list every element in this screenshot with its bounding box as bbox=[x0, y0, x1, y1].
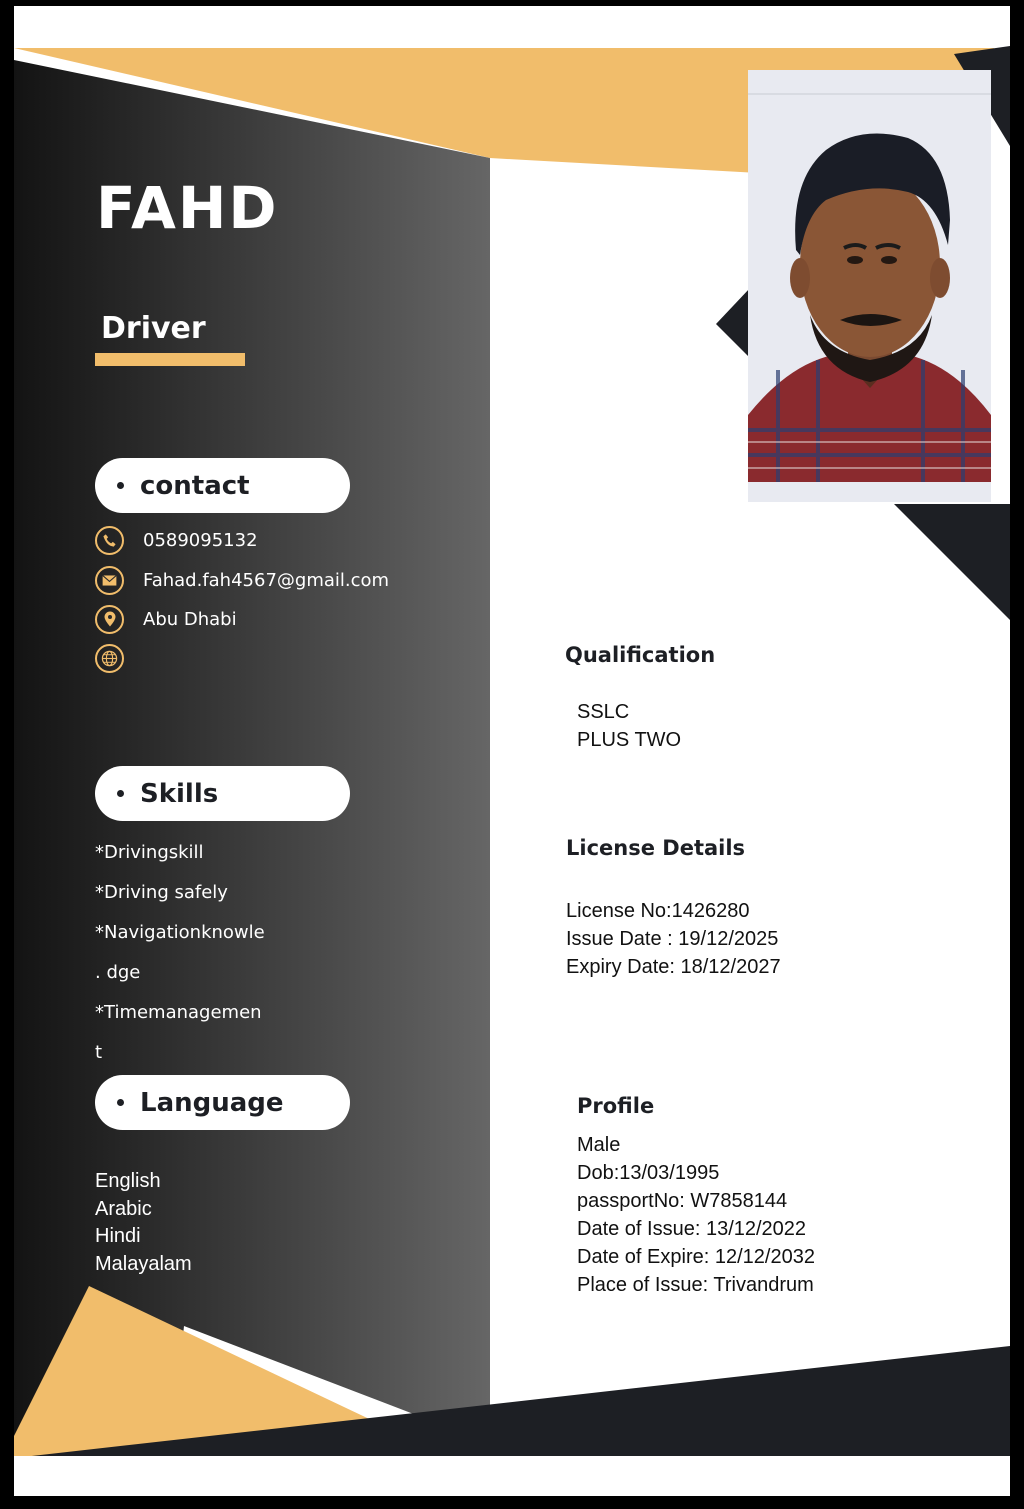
profile-passport-expire: Date of Expire: 12/12/2032 bbox=[577, 1246, 815, 1268]
license-number: License No:1426280 bbox=[566, 900, 750, 922]
contact-email-row bbox=[95, 564, 389, 596]
qualification-list bbox=[577, 698, 681, 754]
person-portrait bbox=[748, 70, 991, 502]
skill-line: t bbox=[95, 1042, 103, 1063]
bottom-white-strip bbox=[14, 1456, 1010, 1496]
language-item: Arabic bbox=[95, 1197, 152, 1220]
contact-location-row bbox=[95, 603, 237, 635]
skill-line: *Driving safely bbox=[95, 882, 228, 903]
qualification-item: SSLC bbox=[577, 701, 630, 723]
profile-gender: Male bbox=[577, 1134, 621, 1156]
language-list bbox=[95, 1168, 192, 1278]
license-issue-date: Issue Date : 19/12/2025 bbox=[566, 928, 779, 950]
mail-icon bbox=[95, 566, 124, 595]
location-text: Abu Dhabi bbox=[143, 608, 237, 630]
license-expiry-date: Expiry Date: 18/12/2027 bbox=[566, 956, 781, 978]
email-address[interactable]: Fahad.fah4567@gmail.com bbox=[143, 569, 390, 591]
profile-heading: Profile bbox=[577, 1094, 655, 1118]
photo-diamond-left bbox=[716, 288, 750, 358]
phone-number: 0589095132 bbox=[143, 529, 258, 551]
title-underline bbox=[95, 353, 245, 366]
license-heading: License Details bbox=[566, 836, 746, 860]
resume-page bbox=[14, 6, 1010, 1496]
qualification-heading: Qualification bbox=[565, 643, 716, 667]
job-title: Driver bbox=[101, 311, 206, 346]
profile-dob: Dob:13/03/1995 bbox=[577, 1162, 720, 1184]
location-icon bbox=[95, 605, 124, 634]
qualification-item: PLUS TWO bbox=[577, 729, 682, 751]
contact-phone-row bbox=[95, 524, 258, 556]
skill-line: *Timemanagemen bbox=[95, 1002, 262, 1023]
profile-passport-issue: Date of Issue: 13/12/2022 bbox=[577, 1218, 807, 1240]
skills-heading-label: Skills bbox=[140, 778, 219, 809]
contact-heading-label: contact bbox=[140, 470, 250, 501]
skills-heading bbox=[95, 766, 350, 821]
contact-website-row bbox=[95, 642, 143, 674]
bullet-dot bbox=[117, 482, 124, 489]
language-item: Malayalam bbox=[95, 1252, 192, 1275]
skill-line: *Navigationknowle bbox=[95, 922, 265, 943]
license-details bbox=[566, 897, 781, 981]
language-item: English bbox=[95, 1170, 161, 1192]
globe-icon bbox=[95, 644, 124, 673]
contact-heading bbox=[95, 458, 350, 513]
language-heading bbox=[95, 1075, 350, 1130]
bullet-dot bbox=[117, 1099, 124, 1106]
phone-icon bbox=[95, 526, 124, 555]
profile-details bbox=[577, 1131, 815, 1299]
profile-passport-place: Place of Issue: Trivandrum bbox=[577, 1274, 814, 1296]
photo-shadow-triangle bbox=[894, 504, 1010, 620]
skill-line: . dge bbox=[95, 962, 141, 983]
skill-line: *Drivingskill bbox=[95, 842, 204, 863]
bullet-dot bbox=[117, 790, 124, 797]
candidate-name: FAHD bbox=[96, 174, 279, 242]
profile-photo bbox=[748, 70, 991, 502]
language-heading-label: Language bbox=[140, 1087, 284, 1118]
profile-passport: passportNo: W7858144 bbox=[577, 1190, 788, 1212]
language-item: Hindi bbox=[95, 1225, 141, 1247]
